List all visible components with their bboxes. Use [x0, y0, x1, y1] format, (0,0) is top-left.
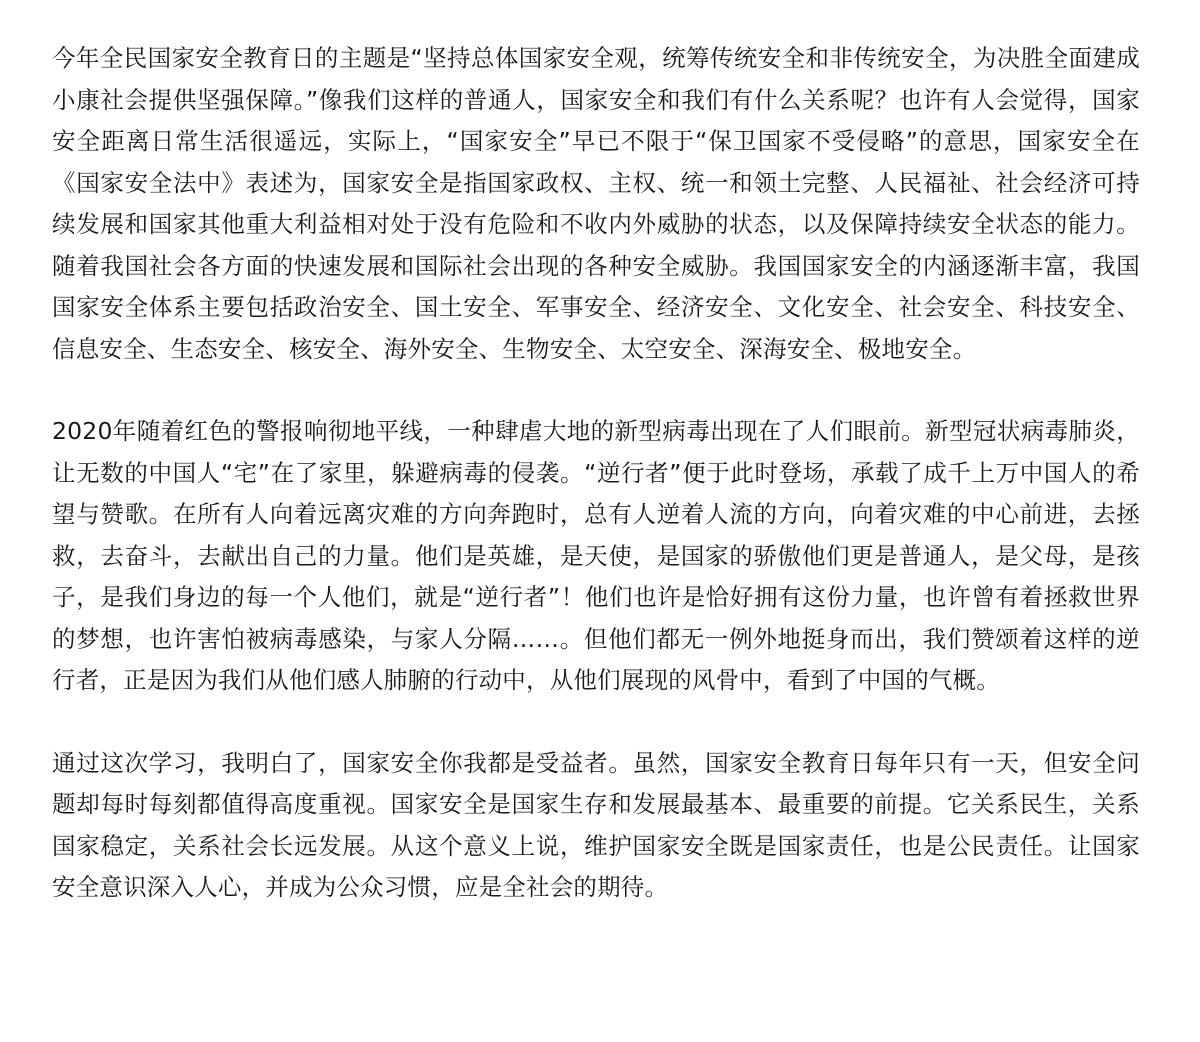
document-paragraph: 2020年随着红色的警报响彻地平线，一种肆虐大地的新型病毒出现在了人们眼前。新型冠状病毒肺炎，让无数的中国人“宅”在了家里，躲避病毒的侵袭。“逆行者”便于此时登场，承载了成千上万中国人的希望与赞歌。在所有人向着远离灾难的方向奔跑时，总有人逆着人流的方向，向着灾难的中心前进，去拯救，去奋斗，去献出自己的力量。他们是英雄，是天使，是国家的骄傲他们更是普通人，是父母，是孩子，是我们身边的每一个人他们，就是“逆行者”！他们也许是恰好拥有这份力量，也许曾有着拯救世界的梦想，也许害怕被病毒感染，与家人分隔……。但他们都无一例外地挺身而出，我们赞颂着这样的逆行者，正是因为我们从他们感人肺腑的行动中，从他们展现的风骨中，看到了中国的气概。 [52, 417, 1140, 694]
document-paragraph: 今年全民国家安全教育日的主题是“坚持总体国家安全观，统筹传统安全和非传统安全，为决胜全面建成小康社会提供坚强保障。”像我们这样的普通人，国家安全和我们有什么关系呢？也许有人会觉得，国家安全距离日常生活很遥远，实际上，“国家安全”早已不限于“保卫国家不受侵略”的意思，国家安全在《国家安全法中》表述为，国家安全是指国家政权、主权、统一和领土完整、人民福祉、社会经济可持续发展和国家其他重大利益相对处于没有危险和不收内外威胁的状态，以及保障持续安全状态的能力。随着我国社会各方面的快速发展和国际社会出现的各种安全威胁。我国国家安全的内涵逐渐丰富，我国国家安全体系主要包括政治安全、国土安全、军事安全、经济安全、文化安全、社会安全、科技安全、信息安全、生态安全、核安全、海外安全、生物安全、太空安全、深海安全、极地安全。 [52, 44, 1140, 363]
document-paragraph: 通过这次学习，我明白了，国家安全你我都是受益者。虽然，国家安全教育日每年只有一天，但安全问题却每时每刻都值得高度重视。国家安全是国家生存和发展最基本、最重要的前提。它关系民生，关系国家稳定，关系社会长远发展。从这个意义上说，维护国家安全既是国家责任，也是公民责任。让国家安全意识深入人心，并成为公众习惯，应是全社会的期待。 [52, 748, 1140, 901]
